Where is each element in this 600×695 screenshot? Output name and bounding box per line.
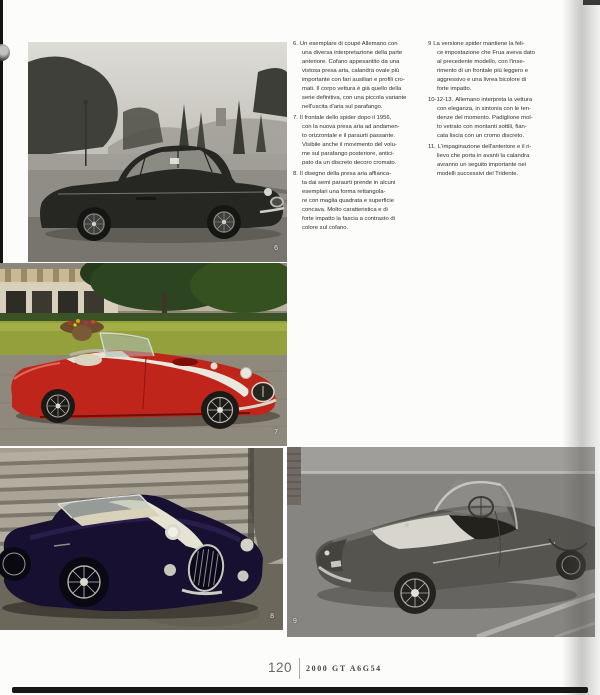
caption-line: mati. Il corpo vettura è già quello della	[302, 86, 402, 92]
caption-item	[293, 114, 425, 168]
caption-line: concava. Molto caratteristica e di	[302, 207, 388, 213]
caption-number: 7.	[293, 115, 298, 121]
caption-line: rimento di un frontale più leggero e	[437, 68, 529, 74]
caption-column-left	[293, 40, 425, 235]
top-right-scan-mark	[583, 0, 600, 5]
caption-first-line: 9 La versione spider mantiene la feli-	[428, 41, 525, 47]
photo-coupe-allemano	[28, 42, 287, 262]
coupe-allemano-image	[28, 42, 287, 262]
red-spider-image	[0, 263, 287, 446]
caption-line: cata liscia con un cromo discreto.	[437, 133, 525, 139]
spider-rear-view-image	[287, 447, 595, 637]
caption-number: 9	[428, 41, 432, 47]
photo-number-8: 8	[270, 613, 274, 620]
caption-line: colore sul cofano.	[302, 225, 349, 231]
caption-column-right	[428, 40, 559, 181]
page-number: 120	[267, 660, 292, 675]
caption-line: me sul parafango posteriore, antici-	[302, 151, 395, 157]
caption-number: 6.	[293, 41, 298, 47]
caption-first-line: 8. Il disegno della presa aria affianca-	[293, 171, 392, 177]
bottom-scan-edge	[12, 687, 588, 693]
caption-line: forte impatto.	[437, 86, 472, 92]
caption-line: nell'uscita d'aria sul parafango.	[302, 104, 383, 110]
footer-divider	[299, 658, 300, 679]
caption-line: forte impatto la fascia a contrasto di	[302, 216, 395, 222]
rear-wheel	[41, 389, 75, 423]
caption-item	[428, 143, 559, 179]
front-wheel	[59, 557, 109, 607]
photo-number-6: 6	[274, 245, 278, 252]
caption-line: modelli successivi del Tridente.	[437, 171, 519, 177]
caption-line: to orizzontale e il paraurti passante.	[302, 133, 395, 139]
caption-line: pato da un discreto decoro cromato.	[302, 160, 397, 166]
caption-first-line: 10-12-13. Allemano interpreta la vettura	[428, 97, 533, 103]
caption-number: 10-12-13.	[428, 97, 454, 103]
caption-line: aggressivo e una livrea bicolore di	[437, 77, 527, 83]
caption-line: importante con fari ausiliari e profili cro-	[302, 77, 405, 83]
caption-item	[428, 40, 559, 94]
photo-spider-rear-view	[287, 447, 595, 637]
caption-line: anteriore. Cofano appesantito da una	[302, 59, 400, 65]
caption-line: avranno un seguito importante nei	[437, 162, 527, 168]
section-label: 2000 GT A6G54	[306, 664, 382, 673]
photo-red-spider	[0, 263, 287, 446]
photo-number-7: 7	[274, 429, 278, 436]
front-wheel	[201, 391, 239, 429]
rear-wheel	[77, 207, 111, 241]
rear-wheel	[394, 572, 436, 614]
caption-item	[428, 96, 559, 141]
caption-first-line: 7. Il frontale dello spider dopo il 1956,	[293, 115, 392, 121]
dark-spider-image	[0, 448, 283, 630]
caption-number: 11.	[428, 144, 436, 150]
caption-line: re con maglia quadrata e superficie	[302, 198, 395, 204]
front-wheel	[207, 205, 241, 239]
caption-item	[293, 170, 425, 233]
caption-line: al precedente modello, con l'inse-	[437, 59, 525, 65]
page-footer	[0, 655, 600, 687]
caption-line: con eleganza, in sintonia con le ten-	[437, 106, 531, 112]
caption-line: con la nuova presa aria ad andamen-	[302, 124, 400, 130]
caption-line: vistosa presa aria, calandra ovale più	[302, 68, 400, 74]
photo-dark-spider-steps	[0, 448, 283, 630]
photo-number-9: 9	[293, 618, 297, 625]
caption-line: to vetrato con montanti sottili, fian-	[437, 124, 527, 130]
caption-line: serie definitiva, con una piccola variante	[302, 95, 407, 101]
caption-first-line: 6. Un esemplare di coupé Allemano con	[293, 41, 398, 47]
caption-line: ce impostazione che Frua aveva dato	[437, 50, 535, 56]
caption-line: una diversa interpretazione della parte	[302, 50, 403, 56]
binding-knob-artifact	[0, 44, 10, 61]
caption-line: ta dai semi paraurti prende in alcuni	[302, 180, 396, 186]
caption-line: lievo che porta in avanti la calandra	[437, 153, 530, 159]
caption-number: 8.	[293, 171, 298, 177]
caption-first-line: 11. L'impaginazione dell'anteriore e il ri-	[428, 144, 532, 150]
page-left-scan-edge	[0, 0, 3, 264]
caption-item	[293, 40, 425, 112]
caption-line: denze del momento. Padiglione mol-	[437, 115, 533, 121]
caption-line: Visibile anche il movimento del volu-	[302, 142, 397, 148]
caption-line: esemplari una forma rettangola-	[302, 189, 386, 195]
